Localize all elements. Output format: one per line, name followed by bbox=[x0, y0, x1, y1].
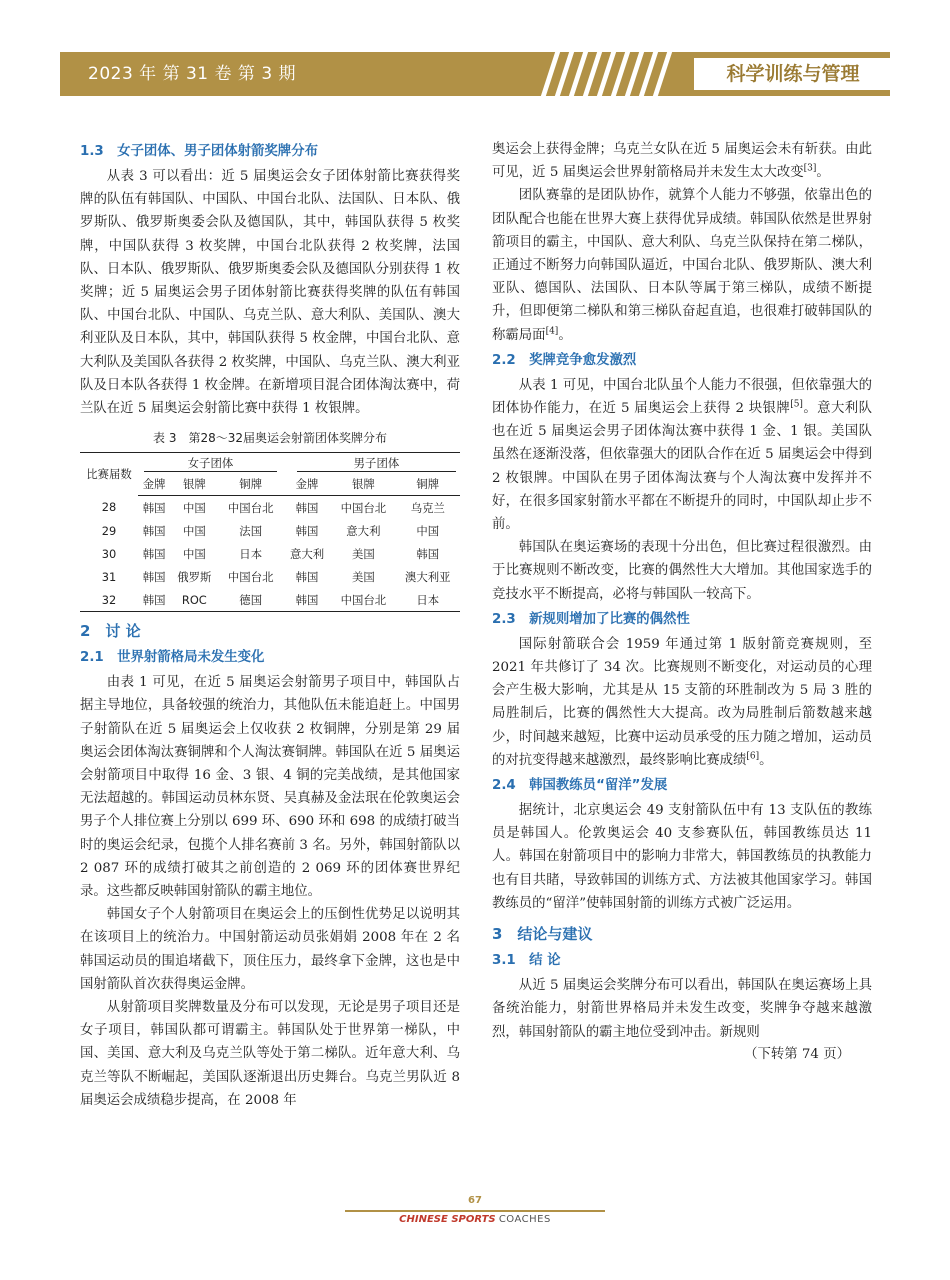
table-cell: 中国 bbox=[416, 523, 440, 538]
right-column bbox=[492, 138, 872, 1066]
table-cell: 韩国 bbox=[138, 588, 170, 612]
footer-rule-left bbox=[345, 1210, 475, 1212]
col-header-men-gold: 金牌 bbox=[283, 473, 331, 496]
heading-2-2: 2.2 奖牌竞争愈发激烈 bbox=[492, 352, 637, 368]
paragraph-text: 。意大利队也在近 5 届奥运会男子团体淘汰赛中获得 1 金、1 银。美国队虽然在逐渐没落，但依靠强大的团队合作在近 5 届奥运会中得到 2 枚银牌。中国队在男子团体淘汰赛与个人淘汰赛中发挥并不好，在很多国家射箭水平都在不断提升的同时，中国队却止步不前。 bbox=[492, 401, 872, 533]
heading-2-4: 2.4 韩国教练员“留洋”发展 bbox=[492, 778, 668, 794]
journal-name bbox=[0, 1214, 950, 1225]
paragraph-text: 国际射箭联合会 1959 年通过第 1 版射箭竞赛规则，至 2021 年共修订了 34 次。比赛规则不断变化，对运动员的心理会产生极大影响，尤其是从 15 支箭的环胜制改为 5 局 3 胜的局胜制后，比赛的偶然性大大提高。改为局胜制后箭数越来越少，时间越来越短，比赛中运动员承受的压力随之增加，运动员的对抗变得越来越激烈，最终影响比赛成绩 bbox=[492, 636, 872, 768]
left-column bbox=[80, 138, 460, 1112]
table-cell: 韩国 bbox=[416, 546, 440, 561]
header-bars bbox=[905, 52, 950, 96]
paragraph-team bbox=[492, 184, 872, 346]
table-cell: 日本 bbox=[239, 546, 263, 561]
table-caption: 表 3 第28～32届奥运会射箭团体奖牌分布 bbox=[153, 431, 387, 446]
table-cell: 美国 bbox=[351, 546, 375, 561]
table-cell: 29 bbox=[101, 523, 117, 538]
table-cell: 意大利 bbox=[346, 523, 381, 538]
header-stripes bbox=[540, 52, 680, 96]
table-cell: 韩国 bbox=[142, 546, 166, 561]
journal-name-bold: CHINESE SPORTS bbox=[399, 1214, 496, 1225]
table-row bbox=[80, 496, 460, 520]
table-cell: 中国台北 bbox=[340, 500, 387, 515]
paragraph-3-1: 从近 5 届奥运会奖牌分布可以看出，韩国队在奥运赛场上具备统治能力，射箭世界格局并未发生改变，奖牌争夺越来越激烈，韩国射箭队的霸主地位受到冲击。新规则 bbox=[492, 978, 872, 1040]
table-cell: ROC bbox=[170, 588, 218, 612]
paragraph-2-3 bbox=[492, 633, 872, 772]
heading-2-3: 2.3 新规则增加了比赛的偶然性 bbox=[492, 611, 690, 627]
journal-name-light: COACHES bbox=[498, 1214, 551, 1225]
paragraph-text: 奥运会上获得金牌；乌克兰女队在近 5 届奥运会未有斩获。由此可见，近 5 届奥运会世界射箭格局并未发生太大改变 bbox=[492, 142, 872, 181]
table-row bbox=[80, 542, 460, 565]
table-cell: 31 bbox=[101, 569, 117, 584]
table-cell: 中国 bbox=[182, 500, 206, 515]
table-cell: 澳大利亚 bbox=[405, 569, 451, 584]
table-cell: 中国台北 bbox=[331, 588, 395, 612]
col-header-men-silver: 银牌 bbox=[331, 473, 395, 496]
heading-3-1: 3.1 结 论 bbox=[492, 953, 561, 969]
paragraph-text: 团队赛靠的是团队协作，就算个人能力不够强，依靠出色的团队配合也能在世界大赛上获得优异成绩。韩国队依然是世界射箭项目的霸主，中国队、意大利队、乌克兰队保持在第二梯队，正通过不断努力向韩国队逼近，中国台北队、俄罗斯队、澳大利亚队、德国队、法国队、日本队等属于第三梯队，成绩不断提升，但即便第二梯队和第三梯队奋起直追，也很难打破韩国队的称霸局面 bbox=[492, 188, 872, 343]
paragraph-text: 。 bbox=[759, 752, 773, 768]
paragraph-2-2-b: 韩国队在奥运赛场的表现十分出色，但比赛过程很激烈。由于比赛规则不断改变，比赛的偶然性大大增加。其他国家选手的竞技水平不断提高，必将与韩国队一较高下。 bbox=[492, 540, 872, 602]
citation-5: [5] bbox=[790, 399, 803, 410]
group-header-women bbox=[138, 453, 283, 474]
section-label: 科学训练与管理 bbox=[726, 63, 860, 85]
table-cell: 韩国 bbox=[142, 523, 166, 538]
paragraph-2-1-b: 韩国女子个人射箭项目在奥运会上的压倒性优势足以说明其在该项目上的统治力。中国射箭运动员张娟娟 2008 年在 2 名韩国运动员的围追堵截下，顶住压力，最终拿下金牌，这也是中国射箭队首次获得奥运金牌。 bbox=[80, 907, 460, 992]
table-cell: 德国 bbox=[219, 588, 283, 612]
table-cell: 28 bbox=[101, 500, 117, 515]
table-cell: 中国 bbox=[182, 546, 206, 561]
table-cell: 法国 bbox=[239, 523, 263, 538]
page-number: 67 bbox=[468, 1195, 482, 1206]
group-header-men bbox=[283, 453, 460, 474]
table-row bbox=[80, 588, 460, 612]
paragraph-2-1-a: 由表 1 可见，在近 5 届奥运会射箭男子项目中，韩国队占据主导地位，具备较强的统治力，其他队伍未能追赶上。中国男子射箭队在近 5 届奥运会上仅收获 2 枚铜牌，分别是第 29 届奥运会团体淘汰赛铜牌和个人淘汰赛铜牌。韩国队在近 5 届奥运会射箭项目中取得 16 金、3 银、4 铜的完美战绩，是其他国家无法超越的。韩国运动员林东贤、吴真赫及金法珉在伦敦奥运会男子个人排位赛上分别以 699 环、690 环和 698 的成绩打破当时的奥运会纪录，包揽个人排名赛前 3 名。另外，韩国射箭队以 2 087 环的成绩打破其之前创造的 2 069 环的团体赛世界纪录。这些都反映韩国射箭队的霸主地位。 bbox=[80, 675, 460, 900]
continued-note: （下转第 74 页） bbox=[744, 1046, 850, 1062]
table-cell: 中国 bbox=[182, 523, 206, 538]
paragraph-text: 从表 1 可见，中国台北队虽个人能力不很强，但依靠强大的团体协作能力，在近 5 届奥运会上获得 2 块银牌 bbox=[492, 377, 872, 417]
table-cell: 日本 bbox=[396, 588, 460, 612]
paragraph-text: 。 bbox=[816, 165, 830, 181]
table-cell: 韩国 bbox=[142, 569, 166, 584]
heading-1-3: 1.3 女子团体、男子团体射箭奖牌分布 bbox=[80, 144, 318, 159]
paragraph-2-4: 据统计，北京奥运会 49 支射箭队伍中有 13 支队伍的教练员是韩国人。伦敦奥运会 40 支参赛队伍，韩国教练员达 11 人。韩国在射箭项目中的影响力非常大，韩国教练员的执教能力也有目共睹，导致韩国的训练方式、方法被其他国家学习。韩国教练员的“留洋”使韩国射箭的训练方式被广泛运用。 bbox=[492, 803, 872, 911]
heading-2: 2 讨 论 bbox=[80, 622, 141, 641]
table-cell: 中国台北 bbox=[227, 500, 274, 515]
issue-info: 2023 年 第 31 卷 第 3 期 bbox=[88, 64, 297, 84]
col-header-women-gold: 金牌 bbox=[138, 473, 170, 496]
table-cell: 俄罗斯 bbox=[177, 569, 212, 584]
paragraph-1-3: 从表 3 可以看出：近 5 届奥运会女子团体射箭比赛获得奖牌的队伍有韩国队、中国队、中国台北队、法国队、日本队、俄罗斯队、俄罗斯奥委会队及德国队，其中，韩国队获得 5 枚奖牌，中国队获得 3 枚奖牌，中国台北队获得 2 枚奖牌，法国队、日本队、俄罗斯队、俄罗斯奥委会队及德国队分别获得 1 枚奖牌；近 5 届奥运会男子团体射箭比赛获得奖牌的队伍有韩国队、中国台北队、中国队、乌克兰队、意大利队、美国队、澳大利亚队及日本队，其中，韩国队获得 5 枚金牌，中国台北队、意大利队及美国队各获得 2 枚奖牌，中国队、乌克兰队、澳大利亚队及日本队各获得 1 枚金牌。在新增项目混合团体淘汰赛中，荷兰队在近 5 届奥运会射箭比赛中获得 1 枚银牌。 bbox=[80, 169, 460, 417]
col-header-session: 比赛届数 bbox=[80, 453, 138, 496]
paragraph-2-2-a bbox=[492, 374, 872, 536]
table-cell: 意大利 bbox=[289, 546, 325, 561]
table-cell: 韩国 bbox=[295, 523, 319, 538]
table-cell: 乌克兰 bbox=[410, 500, 445, 515]
table-cell: 韩国 bbox=[283, 588, 331, 612]
table-row bbox=[80, 565, 460, 588]
table-cell: 中国台北 bbox=[227, 569, 274, 584]
citation-3: [3] bbox=[803, 163, 817, 174]
medal-table bbox=[80, 452, 460, 612]
heading-2-1: 2.1 世界射箭格局未发生变化 bbox=[80, 650, 265, 666]
heading-3: 3 结论与建议 bbox=[492, 925, 593, 944]
citation-4: [4] bbox=[545, 326, 559, 337]
table-cell: 美国 bbox=[351, 569, 375, 584]
footer-rule-right bbox=[475, 1210, 605, 1212]
col-header-women-silver: 银牌 bbox=[170, 473, 218, 496]
table-cell: 韩国 bbox=[295, 569, 319, 584]
col-header-women-bronze: 铜牌 bbox=[219, 473, 283, 496]
group-label-women: 女子团体 bbox=[144, 455, 277, 472]
paragraph-continued bbox=[492, 138, 872, 184]
table-cell: 32 bbox=[80, 588, 138, 612]
page-header bbox=[60, 52, 890, 96]
col-header-men-bronze: 铜牌 bbox=[396, 473, 460, 496]
section-label-box bbox=[694, 58, 892, 90]
page-footer bbox=[0, 1194, 950, 1225]
citation-6: [6] bbox=[746, 751, 760, 762]
table-cell: 韩国 bbox=[295, 500, 319, 515]
table-cell: 30 bbox=[101, 546, 117, 561]
paragraph-text: 。 bbox=[558, 327, 572, 343]
table-row bbox=[80, 519, 460, 542]
paragraph-2-1-c: 从射箭项目奖牌数量及分布可以发现，无论是男子项目还是女子项目，韩国队都可谓霸主。韩国队处于世界第一梯队，中国、美国、意大利及乌克兰队等处于第二梯队。近年意大利、乌克兰等队不断崛起，美国队逐渐退出历史舞台。乌克兰男队近 8 届奥运会成绩稳步提高，在 2008 年 bbox=[80, 1000, 460, 1108]
group-label-men: 男子团体 bbox=[297, 455, 456, 472]
table-cell: 韩国 bbox=[142, 500, 166, 515]
